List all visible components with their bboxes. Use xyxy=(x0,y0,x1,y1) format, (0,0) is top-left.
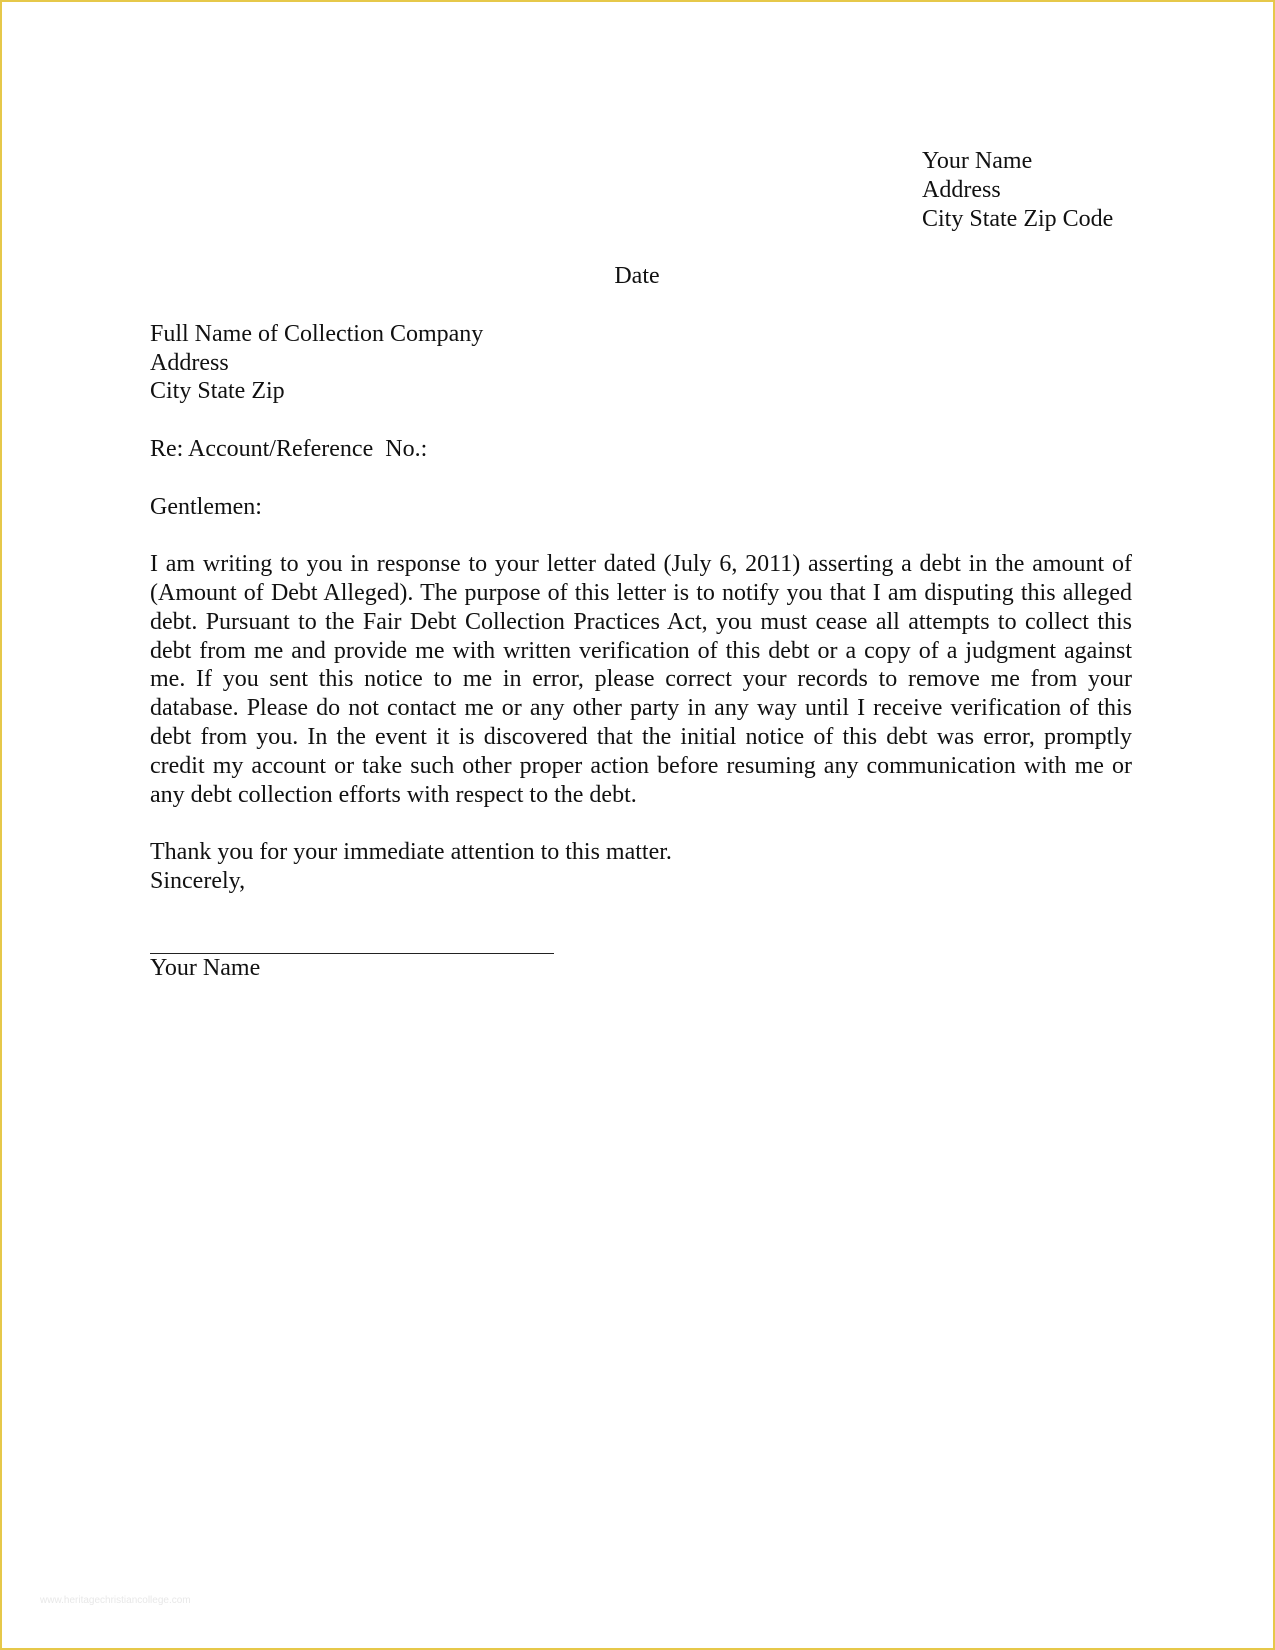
letter xyxy=(150,147,1132,983)
letter-date: Date xyxy=(614,263,660,290)
recipient-address: Address xyxy=(150,349,229,376)
sender-city-state-zip: City State Zip Code xyxy=(922,205,1114,232)
salutation: Gentlemen: xyxy=(150,493,262,520)
signature-name: Your Name xyxy=(150,955,261,982)
closing-block xyxy=(150,838,1132,983)
recipient-block xyxy=(150,320,1132,406)
reference-line: Re: Account/Reference No.: xyxy=(150,435,428,462)
recipient-company: Full Name of Collection Company xyxy=(150,320,484,347)
recipient-city-state-zip: City State Zip xyxy=(150,378,285,405)
sender-address: Address xyxy=(922,176,1001,203)
body-paragraph: I am writing to you in response to your letter dated (July 6, 2011) asserting a debt in the amount of (Amount of Debt Alleged). The purpose of this letter is to notify you that I am disputing this alleged debt. Pursuant to the Fair Debt Collection Practices Act, you must cease all attempts to collect this debt from me and provide me with written verification of this debt or a copy of a judgment against me. If you sent this notice to me in error, please correct your records to remove me from your database. Please do not contact me or any other party in any way until I receive verification of this debt from you. In the event it is discovered that the initial notice of this debt was error, promptly credit my account or take such other proper action before resuming any communication with me or any debt collection efforts with respect to the debt. xyxy=(150,551,1132,808)
sender-name: Your Name xyxy=(922,148,1033,174)
closing-thanks: Thank you for your immediate attention to this matter. xyxy=(150,839,672,866)
closing-signoff: Sincerely, xyxy=(150,867,246,894)
sender-block xyxy=(922,147,1132,233)
watermark: www.heritagechristiancollege.com xyxy=(40,1595,191,1606)
